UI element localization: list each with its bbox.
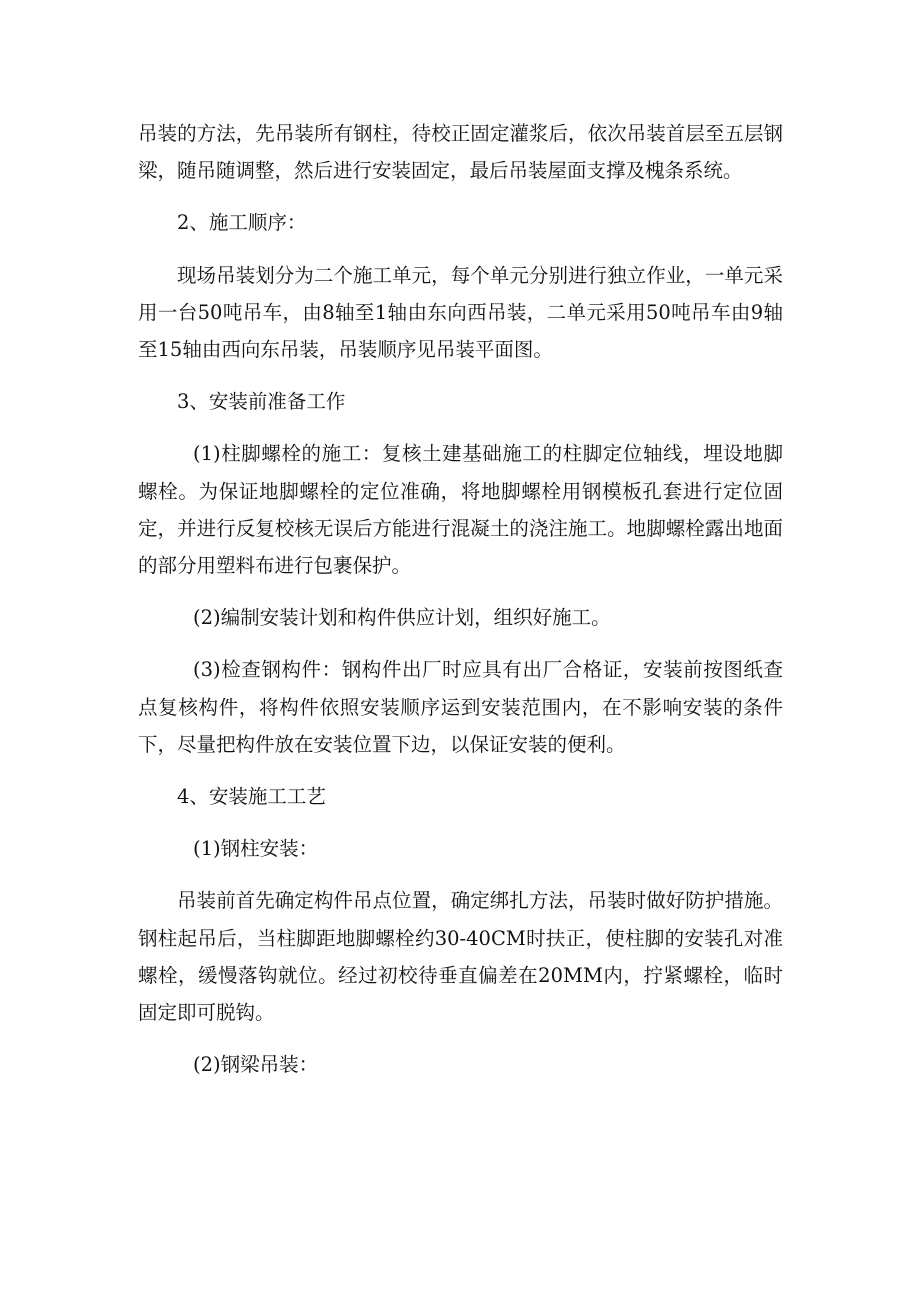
paragraph-installation-plan: (2)编制安装计划和构件供应计划，组织好施工。 [193, 606, 611, 630]
paragraph-inspect-components: (3)检查钢构件：钢构件出厂时应具有出厂合格证，安装前按图纸查点复核构件，将构件依照安装顺序运到安装范围内，在不影响安装的条件下，尽量把构件放在安装位置下边，以保证安装的便利。 [138, 658, 783, 756]
heading-steel-column-install: (1)钢柱安装： [193, 837, 319, 861]
heading-installation-process: 4、安装施工工艺 [177, 785, 326, 809]
paragraph-column-hoisting: 吊装前首先确定构件吊点位置，确定绑扎方法，吊装时做好防护措施。钢柱起吊后，当柱脚距地脚螺栓约30-40CM时扶正，使柱脚的安装孔对准螺栓，缓慢落钩就位。经过初校待垂直偏差在20MM内，拧紧螺栓，临时固定即可脱钩。 [138, 889, 783, 1025]
paragraph-hoisting-method: 吊装的方法，先吊装所有钢柱，待校正固定灌浆后，依次吊装首层至五层钢梁，随吊随调整，然后进行安装固定，最后吊装屋面支撑及槐条系统。 [138, 122, 783, 183]
heading-steel-beam-hoisting: (2)钢梁吊装： [193, 1053, 319, 1077]
paragraph-construction-units: 现场吊装划分为二个施工单元，每个单元分别进行独立作业，一单元采用一台50吨吊车，由8轴至1轴由东向西吊装，二单元采用50吨吊车由9轴至15轴由西向东吊装，吊装顺序见吊装平面图。 [138, 263, 783, 362]
heading-pre-installation-prep: 3、安装前准备工作 [177, 390, 346, 414]
document-body [138, 115, 783, 1098]
heading-construction-sequence: 2、施工顺序： [177, 211, 307, 235]
paragraph-anchor-bolts: (1)柱脚螺栓的施工：复核土建基础施工的柱脚定位轴线，埋设地脚螺栓。为保证地脚螺栓的定位准确，将地脚螺栓用钢模板孔套进行定位固定，并进行反复校核无误后方能进行混凝土的浇注施工。地脚螺栓露出地面的部分用塑料布进行包裹保护。 [138, 442, 783, 578]
